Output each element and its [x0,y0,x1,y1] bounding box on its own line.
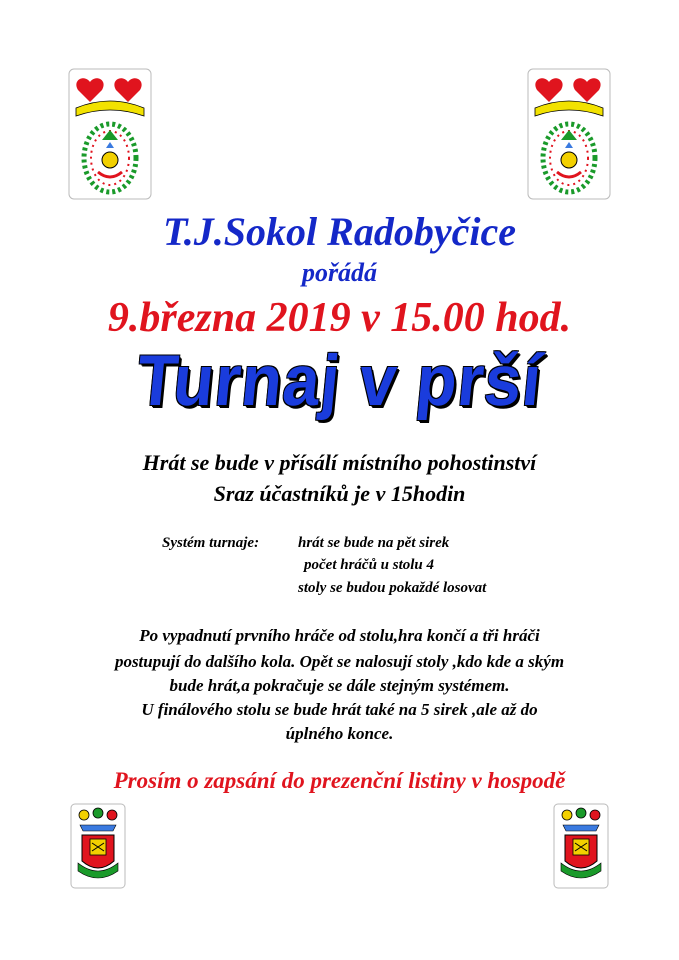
organization-name: T.J.Sokol Radobyčice [163,209,516,254]
subtitle: pořádá [301,258,378,287]
rules-line: Po vypadnutí prvního hráče od stolu,hra končí a tři hráči [139,626,540,645]
bells-card-bottom-left [70,803,126,889]
system-item: hrát se bude na pět sirek [298,535,450,551]
registration-note: Prosím o zapsání do prezenční listiny v hospodě [113,768,566,793]
hearts-card-top-left [68,68,152,200]
rules-line: U finálového stolu se bude hrát také na 5 sirek ,ale až do [141,700,538,719]
rules-line: bude hrát,a pokračuje se dále stejným systémem. [169,676,510,695]
event-date: 9.března 2019 v 15.00 hod. [107,295,572,341]
page-title: Turnaj v prší [133,341,546,421]
rules-line: úplného konce. [285,724,394,743]
system-label: Systém turnaje: [162,535,260,551]
intro-line-venue: Hrát se bude v přísálí místního pohostinství [142,450,537,475]
heart-card-icon [68,68,152,200]
heart-card-icon [527,68,611,200]
hearts-card-top-right [527,68,611,200]
bell-card-icon [70,803,126,889]
bell-card-icon [553,803,609,889]
intro-line-meeting: Sraz účastníků je v 15hodin [213,481,466,506]
system-item: stoly se budou pokaždé losovat [298,580,487,596]
rules-line: postupují do dalšího kola. Opět se nalosují stoly ,kdo kde a ským [114,652,565,671]
bells-card-bottom-right [553,803,609,889]
system-item: počet hráčů u stolu 4 [304,557,435,573]
